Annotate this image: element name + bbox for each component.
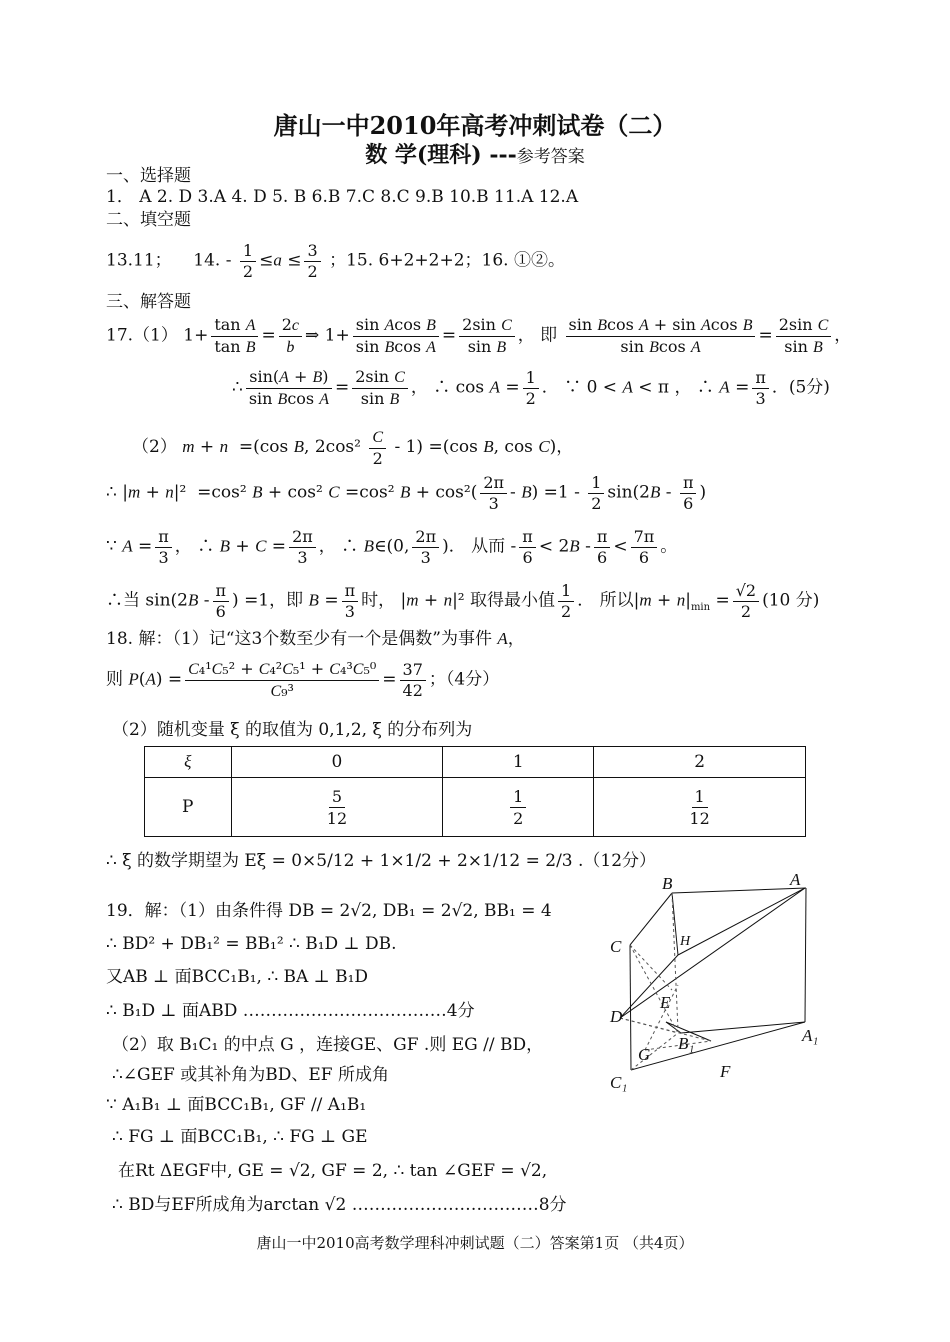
q19-line-10: ∴ BD与EF所成角为arctan √2 ……………………………8分 bbox=[112, 1195, 567, 1215]
q19-line-2: ∴ BD² + DB₁² = BB₁² ∴ B₁D ⊥ DB. bbox=[106, 934, 397, 954]
table-header-cell: 0 bbox=[231, 747, 443, 778]
q18-line-1: 18. 解：（1）记“这3个数至少有一个是偶数”为事件 A， bbox=[106, 629, 525, 649]
q18-line-4: ∴ ξ 的数学期望为 Eξ = 0×5/12 + 1×1/2 + 2×1/12 = 2/3 .（12分） bbox=[106, 851, 657, 871]
label-E: E bbox=[660, 993, 671, 1012]
table-header-cell: ξ bbox=[145, 747, 232, 778]
table-header-cell: 1 bbox=[443, 747, 594, 778]
q18-line-3: （2）随机变量 ξ 的取值为 0,1,2, ξ 的分布列为 bbox=[112, 720, 473, 740]
q19-line-5: （2）取 B₁C₁ 的中点 G ，连接GE、GF .则 EG // BD， bbox=[112, 1035, 544, 1055]
table-cell: $\frac{1}{2}$ bbox=[443, 778, 594, 837]
q17-line-1: 17.（1） 1+ $\frac{\text{tan A}}{\text{tan B}}$ = $\frac{2c}{b}$ ⇒ 1+ $\frac{\text{sin Acos B}}{\text{sin Bcos A}}$ = $\frac{\text{2sin C}}{\text{sin B}}$ ， 即 $\frac{\text{sin Bcos A + sin Acos B}}{\text{sin Bcos A}}$ = $\frac{\text{2sin C}}{\text{sin B}}$ ， bbox=[106, 315, 852, 356]
table-cell: $\frac{1}{12}$ bbox=[594, 778, 806, 837]
q19-line-3: 又AB ⊥ 面BCC₁B₁, ∴ BA ⊥ B₁D bbox=[106, 967, 369, 987]
label-H: H bbox=[680, 934, 691, 949]
label-B1: B₁ bbox=[678, 1034, 695, 1053]
label-A1: A₁ bbox=[802, 1026, 819, 1045]
q19-line-7: ∵ A₁B₁ ⊥ 面BCC₁B₁, GF // A₁B₁ bbox=[106, 1095, 367, 1115]
label-B: B bbox=[662, 874, 673, 893]
q17-line-6: ∴当 sin(2B - $\frac{\pi}{6}$ ) =1，即 B = $\frac{\pi}{3}$ 时， |m + n|² 取得最小值 $\frac{1}{2}$ ． 所以$|m + n|_{min}$ = $\frac{√2}{2}$ (10 分) bbox=[106, 581, 820, 621]
section-3-heading: 三、解答题 bbox=[106, 292, 191, 312]
label-D: D bbox=[610, 1007, 623, 1026]
prism-figure bbox=[600, 865, 840, 1105]
label-C1: C₁ bbox=[610, 1073, 628, 1092]
table-row-label: P bbox=[145, 778, 232, 837]
q19-line-8: ∴ FG ⊥ 面BCC₁B₁, ∴ FG ⊥ GE bbox=[112, 1127, 368, 1147]
label-A: A bbox=[790, 870, 801, 889]
q19-line-1: 19．解：（1）由条件得 DB = 2√2, DB₁ = 2√2, BB₁ = 4 bbox=[106, 901, 552, 921]
page-title: 唐山一中2010年高考冲刺试卷（二） bbox=[273, 111, 677, 140]
q17-line-4: ∴ |m + n|² =cos² B + cos² C =cos² B + cos²( $\frac{2\pi}{3}$ - B) =1 - $\frac{1}{2}$ sin(2B - $\frac{\pi}{6}$ ) bbox=[106, 473, 707, 513]
label-F: F bbox=[720, 1062, 731, 1081]
q17-line-5: ∵ A = $\frac{\pi}{3}$ ， ∴ B + C = $\frac{2\pi}{3}$ ， ∴ B∈(0, $\frac{2\pi}{3}$ )． 从而 - $\frac{\pi}{6}$ < 2B - $\frac{\pi}{6}$ < $\frac{7\pi}{6}$ 。 bbox=[106, 527, 678, 567]
distribution-table bbox=[144, 746, 806, 837]
q17-line-2: ∴ $\frac{\sin(A + B)}{\text{sin Bcos A}}$ = $\frac{\text{2sin C}}{\text{sin B}}$ ， ∴ cos A = $\frac{1}{2}$ ． ∵ 0 < A < π ， ∴ A = $\frac{\pi}{3}$ ．(5分) bbox=[232, 367, 830, 408]
q19-line-4: ∴ B₁D ⊥ 面ABD ………………………………4分 bbox=[106, 1001, 475, 1021]
q18-line-2: 则 P(A) = $\frac{\text{C₄¹C₅² + C₄²C₅¹ + C₄³C₅⁰}}{\text{C₉³}}$ = $\frac{37}{42}$ ；（4分） bbox=[106, 659, 500, 700]
choice-answers: 1． A 2. D 3.A 4. D 5. B 6.B 7.C 8.C 9.B 10.B 11.A 12.A bbox=[106, 187, 579, 207]
section-2-heading: 二、填空题 bbox=[106, 210, 191, 230]
table-cell: $\frac{5}{12}$ bbox=[231, 778, 443, 837]
q17-line-3: （2） m + n =(cos B, 2cos² $\frac{C}{2}$ - 1) =(cos B, cos C)， bbox=[132, 429, 574, 468]
q19-line-6: ∴∠GEF 或其补角为BD、EF 所成角 bbox=[112, 1065, 389, 1085]
fill-answers: 13.11； 14. - $\frac{1}{2}$ ≤a ≤ $\frac{3}{2}$ ；15. 6+2+2+2；16. ①②。 bbox=[106, 241, 565, 281]
page-subtitle: 数 学(理科) ---参考答案 bbox=[365, 142, 585, 168]
section-1-heading: 一、选择题 bbox=[106, 166, 191, 186]
q19-line-9: 在Rt ΔEGF中, GE = √2, GF = 2, ∴ tan ∠GEF = √2, bbox=[118, 1161, 548, 1181]
label-C: C bbox=[610, 937, 622, 956]
label-G: G bbox=[638, 1045, 651, 1064]
table-header-cell: 2 bbox=[594, 747, 806, 778]
page-footer: 唐山一中2010高考数学理科冲刺试题（二）答案第1页 （共4页） bbox=[256, 1234, 694, 1252]
